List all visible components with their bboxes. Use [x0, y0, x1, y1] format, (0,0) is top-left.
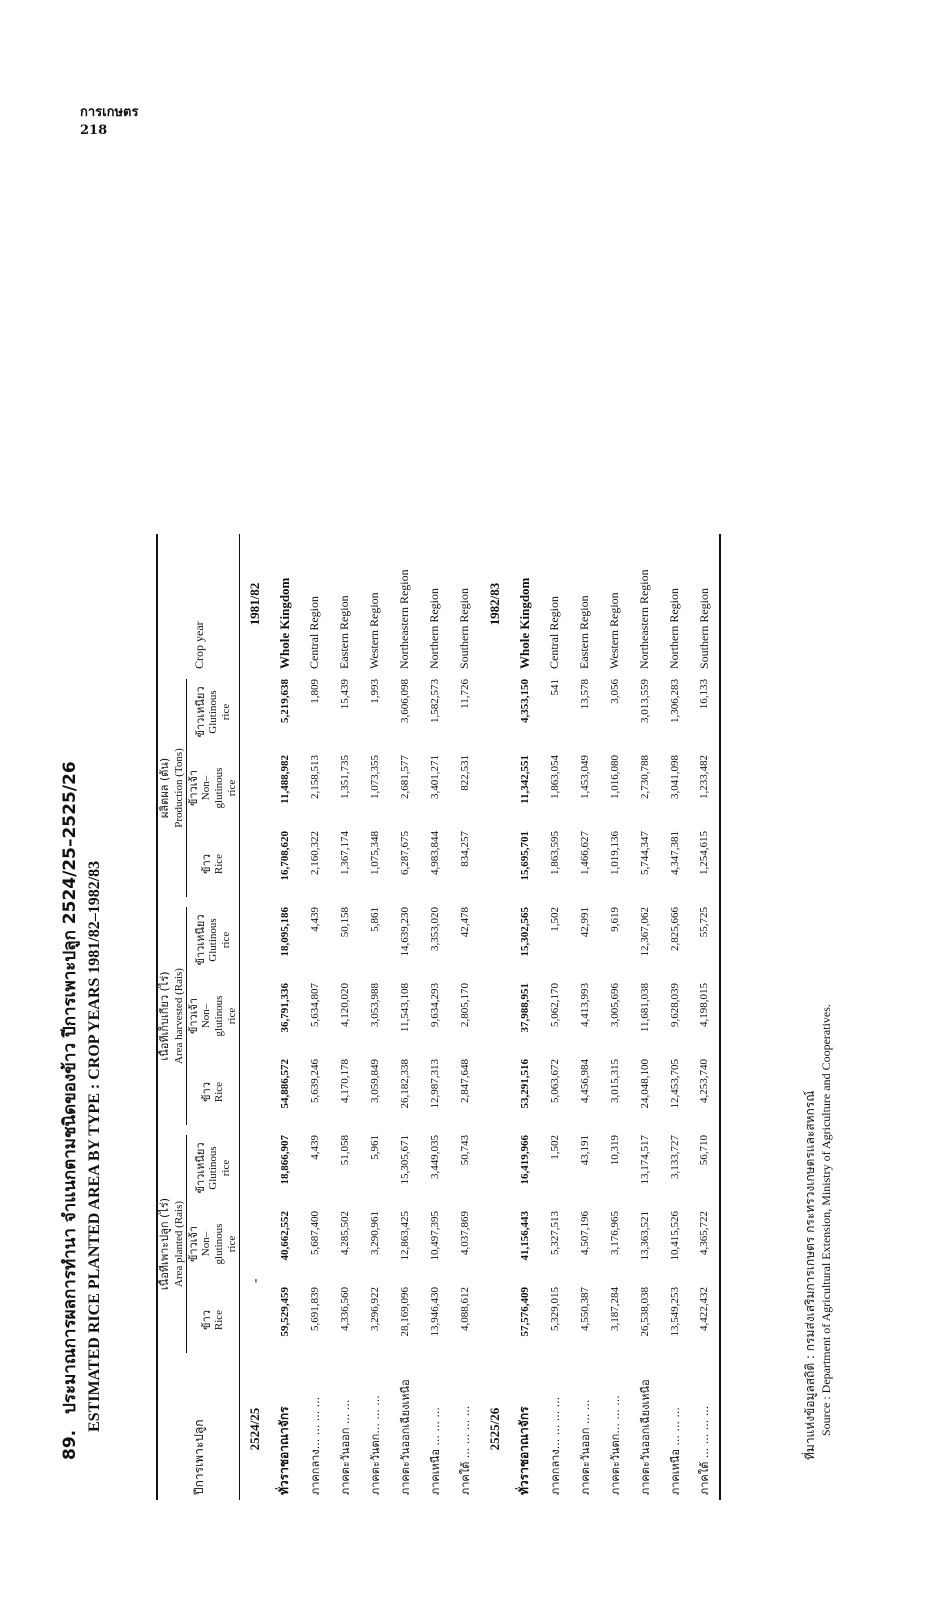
value-cell: 4,198,015	[698, 983, 710, 1027]
source-note	[802, 1004, 834, 1460]
value-cell: 4,037,869	[458, 1211, 471, 1255]
year-spacer	[480, 674, 510, 1358]
column-header-line: glutinous	[213, 1223, 225, 1265]
value-cell: 13,363,521	[638, 1211, 651, 1261]
value-cell: 16,133	[698, 679, 710, 710]
value-cell: 10,415,526	[668, 1211, 681, 1261]
value-cell: 5,961	[368, 1135, 381, 1160]
table-row	[450, 534, 480, 1500]
year-row	[480, 534, 510, 1500]
table-row	[660, 534, 690, 1500]
value-cell: 14,639,230	[398, 907, 411, 957]
value-cell: 3,059,849	[368, 1059, 381, 1103]
table-row	[600, 534, 630, 1500]
value-cell: 50,158	[338, 907, 351, 938]
value-cell: 28,169,096	[398, 1287, 411, 1337]
value-cell: 26,538,038	[638, 1287, 651, 1337]
value-cell: 1,863,054	[548, 755, 561, 799]
row-label-th: ภาคตะวันออกเฉียงเหนือ	[638, 1379, 652, 1495]
value-cell: 4,456,984	[578, 1059, 591, 1103]
column-header-line: Glutinous	[206, 1146, 219, 1190]
value-cell: 10,497,395	[428, 1211, 441, 1261]
column-header-line: Rice	[213, 1309, 225, 1331]
value-cell: 4,439	[308, 907, 321, 932]
value-cell: 13,946,430	[428, 1287, 441, 1337]
group-header-harvested-en: Area harvested (Rais)	[172, 907, 187, 1125]
table-title-block	[56, 200, 104, 1460]
value-cell: 3,606,098	[398, 679, 411, 723]
value-cell: 4,347,381	[668, 831, 681, 875]
value-cell: 5,687,400	[308, 1211, 321, 1255]
row-label-en: Southern Region	[457, 588, 471, 669]
row-label-en: Western Region	[367, 592, 381, 669]
value-cell: 36,791,336	[278, 983, 291, 1033]
group-header-harvested	[157, 902, 187, 1130]
column-header-line: Glutinous	[206, 690, 219, 734]
value-cell: 1,502	[548, 1135, 561, 1160]
value-cell: 1,453,049	[578, 755, 591, 799]
row-label-th: ภาคกลาง... ... ... ...	[308, 1396, 322, 1495]
value-cell: 11,342,551	[518, 755, 531, 804]
value-cell: 11,726	[458, 679, 471, 709]
value-cell: 16,419,966	[518, 1135, 531, 1185]
row-label-th: ภาคตะวันตก... ... ...	[608, 1395, 622, 1495]
value-cell: 1,254,615	[698, 831, 710, 875]
value-cell: 541	[548, 679, 561, 696]
value-cell: 13,174,517	[638, 1135, 651, 1185]
table-number: 89.	[60, 1429, 80, 1460]
value-cell: 4,507,196	[578, 1211, 591, 1255]
group-header-production-en: Production (Tons)	[172, 679, 187, 897]
column-header-line: ข้าว	[200, 854, 213, 874]
value-cell: 13,549,253	[668, 1287, 681, 1337]
value-cell: 5,219,638	[278, 679, 291, 723]
column-header	[187, 1130, 240, 1206]
value-cell: 3,176,965	[608, 1211, 621, 1255]
column-header	[187, 902, 240, 978]
row-label-en: Northern Region	[427, 588, 441, 669]
stub-header-th: ปีการเพาะปลูก	[191, 1419, 206, 1495]
value-cell: 3,056	[608, 679, 621, 704]
dash-mark: -	[246, 1278, 262, 1283]
column-header-line: rice	[219, 1159, 232, 1177]
value-cell: 4,439	[308, 1135, 321, 1160]
value-cell: 1,582,573	[428, 679, 441, 723]
value-cell: 59,529,459	[278, 1287, 291, 1337]
value-cell: 1,466,627	[578, 831, 591, 875]
value-cell: 5,329,015	[548, 1287, 561, 1331]
row-label-th: ภาคตะวันออก ... ...	[578, 1399, 592, 1495]
column-header-line: rice	[219, 931, 232, 949]
table-row	[420, 534, 450, 1500]
value-cell: 5,639,246	[308, 1059, 321, 1103]
value-cell: 2,160,322	[308, 831, 321, 875]
table-row	[270, 534, 300, 1500]
value-cell: 15,302,565	[518, 907, 531, 957]
row-label-th: ภาคตะวันออกเฉียงเหนือ	[398, 1379, 412, 1495]
table-row	[390, 534, 420, 1500]
value-cell: 24,048,100	[638, 1059, 651, 1109]
value-cell: 18,095,186	[278, 907, 291, 957]
value-cell: 5,861	[368, 907, 381, 932]
value-cell: 11,681,038	[638, 983, 651, 1033]
value-cell: 12,367,062	[638, 907, 651, 957]
value-cell: 1,993	[368, 679, 381, 704]
rice-area-table	[156, 534, 725, 1500]
value-cell: 42,991	[578, 907, 591, 938]
value-cell: 3,005,696	[608, 983, 621, 1027]
column-header-row	[187, 534, 240, 1500]
year-label-th: 2524/25	[246, 1407, 262, 1451]
value-cell: 3,353,020	[428, 907, 441, 951]
year-row	[240, 534, 270, 1500]
row-label-th: ภาคเหนือ ... ... ...	[428, 1407, 442, 1495]
row-label-th: ทั่วราชอาณาจักร	[277, 1406, 291, 1495]
value-cell: 42,478	[458, 907, 471, 938]
value-cell: 4,550,387	[578, 1287, 591, 1331]
row-label-en: Western Region	[607, 592, 621, 669]
column-header-line: ข้าวเหนียว	[193, 686, 207, 738]
value-cell: 43,191	[578, 1135, 591, 1166]
value-cell: 12,453,705	[668, 1059, 681, 1109]
row-label-en: Northern Region	[667, 588, 681, 669]
table-title-en: ESTIMATED RICE PLANTED AREA BY TYPE : CROP YEARS 1981/82–1982/83	[86, 860, 103, 1432]
column-header-line: ข้าวเจ้า	[187, 769, 200, 807]
value-cell: 2,847,648	[458, 1059, 471, 1103]
value-cell: 4,170,178	[338, 1059, 351, 1103]
value-cell: 51,058	[338, 1135, 351, 1166]
value-cell: 3,187,284	[608, 1287, 621, 1331]
value-cell: 4,253,740	[698, 1059, 710, 1103]
table-row	[630, 534, 660, 1500]
value-cell: 3,401,271	[428, 755, 441, 799]
value-cell: 4,336,560	[338, 1287, 351, 1331]
value-cell: 1,367,174	[338, 831, 351, 875]
row-label-en: Eastern Region	[337, 595, 351, 669]
value-cell: 4,353,150	[518, 679, 531, 723]
value-cell: 3,015,315	[608, 1059, 621, 1103]
value-cell: 50,743	[458, 1135, 471, 1166]
value-cell: 3,133,727	[668, 1135, 681, 1179]
group-header-planted-en: Area planted (Rais)	[172, 1135, 187, 1353]
value-cell: 5,062,170	[548, 983, 561, 1027]
column-header-line: rice	[226, 1235, 238, 1253]
rotated-table-page	[50, 0, 890, 1600]
value-cell: 2,805,170	[458, 983, 471, 1027]
value-cell: 5,327,513	[548, 1211, 561, 1255]
table-title-th	[56, 200, 83, 1460]
column-header-line: Rice	[213, 1081, 225, 1103]
column-header-line: ข้าวเหนียว	[193, 1142, 207, 1194]
value-cell: 4,413,993	[578, 983, 591, 1027]
value-cell: 12,863,425	[398, 1211, 411, 1261]
value-cell: 3,296,922	[368, 1287, 381, 1331]
value-cell: 1,075,348	[368, 831, 381, 875]
column-header-line: ข้าวเจ้า	[187, 997, 200, 1035]
row-label-th: ภาคตะวันตก... ... ...	[368, 1395, 382, 1495]
value-cell: 4,285,502	[338, 1211, 351, 1255]
table-row	[540, 534, 570, 1500]
value-cell: 3,290,961	[368, 1211, 381, 1255]
value-cell: 2,158,513	[308, 755, 321, 799]
source-en: Source : Department of Agricultural Extension, Ministry of Agriculture and Cooperatives.	[819, 1004, 833, 1436]
column-header-line: rice	[226, 779, 238, 797]
value-cell: 13,578	[578, 679, 591, 710]
row-label-en: Central Region	[307, 596, 321, 669]
value-cell: 15,439	[338, 679, 351, 710]
table-row	[300, 534, 330, 1500]
row-label-en: Central Region	[547, 596, 561, 669]
row-label-th: ภาคใต้ ... ... ... ...	[458, 1405, 472, 1495]
value-cell: 18,866,907	[278, 1135, 291, 1185]
value-cell: 3,053,988	[368, 983, 381, 1027]
column-header-line: Rice	[213, 853, 225, 875]
table-row	[510, 534, 540, 1500]
value-cell: 54,886,572	[278, 1059, 291, 1109]
column-header	[187, 1054, 240, 1130]
value-cell: 2,825,666	[668, 907, 681, 951]
table-row	[360, 534, 390, 1500]
page-number: 218	[80, 123, 108, 138]
row-label-th: ภาคเหนือ ... ... ...	[668, 1407, 682, 1495]
value-cell: 53,291,516	[518, 1059, 531, 1109]
group-header-harvested-th: เนื้อที่เก็บเกี่ยว (ไร่)	[158, 971, 171, 1061]
year-label-en: 1981/82	[246, 582, 262, 626]
value-cell: 5,744,347	[638, 831, 651, 875]
table-title-th-text: ประมาณการผลการทำนา จำแนกตามชนิดของข้าว ปีการเพาะปลูก 2524/25–2525/26	[60, 761, 80, 1414]
year-label-en: 1982/83	[486, 582, 502, 626]
value-cell: 6,287,675	[398, 831, 411, 875]
value-cell: 57,576,409	[518, 1287, 531, 1337]
column-header-line: rice	[219, 703, 232, 721]
column-header-line: ข้าว	[200, 1310, 213, 1330]
group-header-planted-th: เนื้อที่เพาะปลูก (ไร่)	[158, 1197, 171, 1291]
value-cell: 10,319	[608, 1135, 621, 1166]
value-cell: 5,634,807	[308, 983, 321, 1027]
value-cell: 5,691,839	[308, 1287, 321, 1331]
row-label-en: Northeastern Region	[637, 569, 651, 669]
value-cell: 4,365,722	[698, 1211, 710, 1255]
column-header	[187, 1206, 240, 1282]
year-label-th: 2525/26	[486, 1407, 502, 1451]
group-header-production-th: ผลิตผล (ตัน)	[158, 757, 171, 819]
value-cell: 15,695,701	[518, 831, 531, 881]
value-cell: 1,019,136	[608, 831, 621, 875]
value-cell: 15,305,671	[398, 1135, 411, 1185]
column-header-line: ข้าวเหนียว	[193, 914, 207, 966]
value-cell: 12,987,313	[428, 1059, 441, 1109]
value-cell: 55,725	[698, 907, 710, 938]
column-header-line: Non–	[200, 1231, 212, 1257]
value-cell: 5,063,672	[548, 1059, 561, 1103]
column-header-line: Non–	[200, 1003, 212, 1029]
column-header	[187, 826, 240, 902]
value-cell: 3,449,035	[428, 1135, 441, 1179]
value-cell: 41,156,443	[518, 1211, 531, 1261]
value-cell: 26,182,338	[398, 1059, 411, 1109]
column-header-line: ข้าว	[200, 1082, 213, 1102]
column-header	[187, 674, 240, 750]
value-cell: 37,988,951	[518, 983, 531, 1033]
value-cell: 1,073,355	[368, 755, 381, 799]
value-cell: 9,628,039	[668, 983, 681, 1027]
column-header	[187, 978, 240, 1054]
value-cell: 56,710	[698, 1135, 710, 1166]
book-title: การเกษตร	[80, 105, 139, 120]
table-bottom-rule	[720, 534, 725, 1500]
column-header-line: ข้าวเจ้า	[187, 1225, 200, 1263]
group-header-production	[157, 674, 187, 902]
value-cell: 822,531	[458, 755, 471, 791]
value-cell: 2,730,788	[638, 755, 651, 799]
table-row	[570, 534, 600, 1500]
source-th: ที่มาแห่งข้อมูลสถิติ : กรมส่งเสริมการเกษตร กระทรวงเกษตรและสหกรณ์	[803, 1090, 817, 1460]
value-cell: 3,013,559	[638, 679, 651, 723]
column-header-line: glutinous	[213, 995, 225, 1037]
row-label-en: Southern Region	[696, 588, 711, 669]
table-row	[330, 534, 360, 1500]
table-body	[240, 534, 720, 1500]
row-label-en: Whole Kingdom	[276, 577, 292, 669]
value-cell: 9,634,293	[428, 983, 441, 1027]
table-row	[690, 534, 720, 1500]
value-cell: 1,306,283	[668, 679, 681, 723]
column-header	[187, 1282, 240, 1358]
column-header-line: Glutinous	[206, 918, 219, 962]
row-label-en: Eastern Region	[577, 595, 591, 669]
row-label-th: ภาคตะวันออก ... ...	[338, 1399, 352, 1495]
value-cell: 4,422,432	[698, 1287, 710, 1331]
value-cell: 16,708,620	[278, 831, 291, 881]
value-cell: 4,983,844	[428, 831, 441, 875]
row-label-en: Whole Kingdom	[516, 577, 532, 669]
group-header-planted	[157, 1130, 187, 1358]
value-cell: 1,016,080	[608, 755, 621, 799]
value-cell: 40,662,552	[278, 1211, 291, 1261]
value-cell: 1,863,595	[548, 831, 561, 875]
value-cell: 4,120,020	[338, 983, 351, 1027]
row-label-en: Northeastern Region	[397, 569, 411, 669]
year-spacer	[240, 674, 270, 1358]
value-cell: 1,809	[308, 679, 321, 704]
value-cell: 2,681,577	[398, 755, 411, 799]
value-cell: 3,041,098	[668, 755, 681, 799]
value-cell: 11,488,982	[278, 755, 291, 804]
value-cell: 9,619	[608, 907, 621, 932]
value-cell: 834,257	[458, 831, 471, 867]
stub-header-en: Crop year	[191, 621, 206, 669]
value-cell: 1,502	[548, 907, 561, 932]
value-cell: 1,351,735	[338, 755, 351, 799]
value-cell: 4,088,612	[458, 1287, 471, 1331]
row-label-th: ภาคใต้ ... ... ... ...	[698, 1405, 711, 1495]
value-cell: 1,233,482	[698, 755, 710, 799]
column-header-line: rice	[226, 1007, 238, 1025]
column-header-line: glutinous	[213, 767, 225, 809]
column-header	[187, 750, 240, 826]
value-cell: 11,543,108	[398, 983, 411, 1033]
column-header-line: Non–	[200, 775, 212, 801]
row-label-th: ภาคกลาง... ... ... ...	[548, 1396, 562, 1495]
row-label-th: ทั่วราชอาณาจักร	[517, 1406, 531, 1495]
